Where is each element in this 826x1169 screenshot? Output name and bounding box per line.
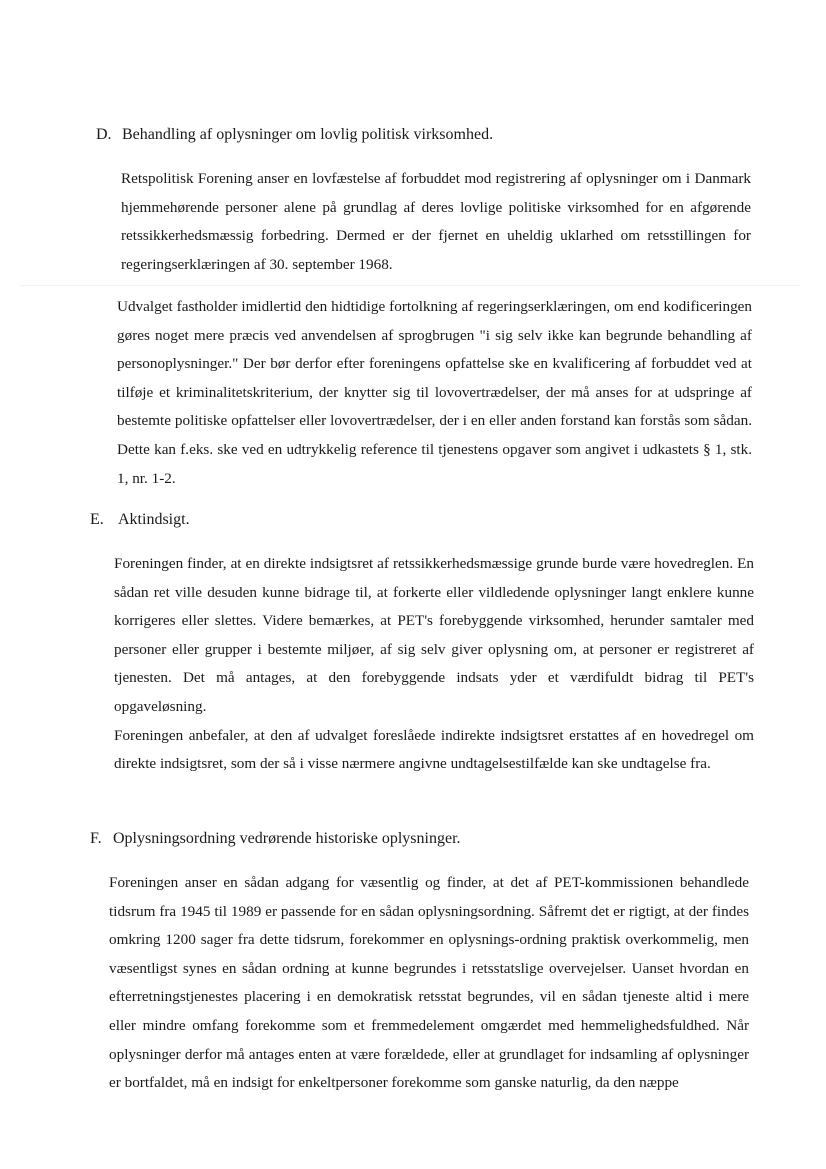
paragraph-text: Foreningen finder, at en direkte indsigtsret af retssikkerhedsmæssige grunde burde være hovedreglen. En sådan ret ville desuden kunne bidrage til, at forkerte eller vildledende oplysninger langt enklere kunne korrigeres eller slettes. Videre bemærkes, at PET's forebyggende virksomhed, herunder samtaler med personer eller grupper i bestemte miljøer, af sig selv giver oplysning om, at personer er registreret af tjenesten. Det må antages, at den forebyggende indsats yder et værdifuldt bidrag til PET's opgaveløsning. xyxy=(114,555,754,715)
section-d-paragraph-1 xyxy=(121,165,751,279)
section-f-letter: F. xyxy=(90,830,102,847)
section-f-title: Oplysningsordning vedrørende historiske oplysninger. xyxy=(113,830,461,847)
section-d-paragraph-2 xyxy=(117,293,752,493)
section-f-paragraph-1 xyxy=(109,869,749,1098)
section-d-heading xyxy=(96,125,493,145)
section-e-letter: E. xyxy=(90,511,104,528)
section-e-paragraphs xyxy=(114,550,754,779)
section-d-letter: D. xyxy=(96,126,112,143)
section-e-title: Aktindsigt. xyxy=(118,511,190,528)
paragraph-text: Foreningen anser en sådan adgang for væsentlig og finder, at det af PET-kommissionen behandlede tidsrum fra 1945 til 1989 er passende for en sådan oplysningsordning. Såfremt det er rigtigt, at der findes omkring 1200 sager fra dette tidsrum, forekommer en oplysnings-ordning praktisk overkommelig, men væsentligst synes en sådan ordning at kunne begrundes i retsstatslige overvejelser. Uanset hvordan en efterretningstjenestes placering i en demokratisk retsstat begrundes, vil en sådan tjeneste altid i mere eller mindre omfang forekomme som et fremmedelement omgærdet med hemmelighedsfuldhed. Når oplysninger derfor må antages enten at være forældede, eller at grundlaget for indsamling af oplysninger er bortfaldet, må en indsigt for enkeltpersoner forekomme som ganske naturlig, da den næppe xyxy=(109,874,749,1092)
paragraph-text: Foreningen anbefaler, at den af udvalget foreslåede indirekte indsigtsret erstattes af en hovedregel om direkte indsigtsret, som der så i visse nærmere angivne undtagelsestilfælde kan ske undtagelse fra. xyxy=(114,726,754,773)
paragraph-text: Retspolitisk Forening anser en lovfæstelse af forbuddet mod registrering af oplysninger om i Danmark hjemmehørende personer alene på grundlag af deres lovlige politiske virksomhed for en afgørende retssikkerhedsmæssig forbedring. Dermed er der fjernet en uheldig uklarhed om retsstillingen for regeringserklæringen af 30. september 1968. xyxy=(121,170,751,273)
section-d-title: Behandling af oplysninger om lovlig politisk virksomhed. xyxy=(122,126,494,143)
section-e-heading xyxy=(90,510,190,530)
scan-artifact-line xyxy=(20,285,800,286)
paragraph-text: Udvalget fastholder imidlertid den hidtidige fortolkning af regeringserklæringen, om end kodificeringen gøres noget mere præcis ved anvendelsen af sprogbrugen "i sig selv ikke kan begrunde behandling af personoplysninger." Der bør derfor efter foreningens opfattelse ske en kvalificering af forbuddet ved at tilføje et kriminalitetskriterium, der knytter sig til lovovertrædelser, der må anses for at udspringe af bestemte politiske opfattelser eller lovovertrædelser, der i en eller anden forstand kan forstås som sådan. Dette kan f.eks. ske ved en udtrykkelig reference til tjenestens opgaver som angivet i udkastets § 1, stk. 1, nr. 1-2. xyxy=(117,298,752,487)
section-f-heading xyxy=(90,829,461,849)
